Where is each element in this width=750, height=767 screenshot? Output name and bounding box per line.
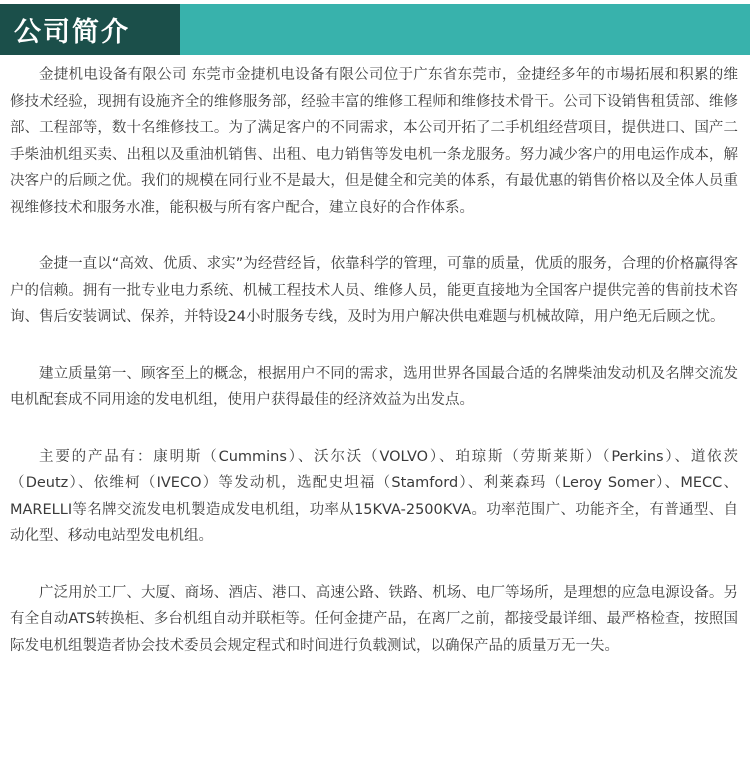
paragraph-intro: 金捷机电设备有限公司 东莞市金捷机电设备有限公司位于广东省东莞市，金捷经多年的市場拓展和积累的维修技术经验，现拥有设施齐全的维修服务部，经验丰富的维修工程师和维修技术骨干。公司下设销售租赁部、维修部、工程部等，数十名维修技工。为了满足客户的不同需求，本公司开拓了二手机组经营项目，提供进口、国产二手柴油机组买卖、出租以及重油机销售、出租、电力销售等发电机一条龙服务。努力减少客户的用电运作成本，解决客户的后顾之优。我们的规模在同行业不是最大，但是健全和完美的体系，有最优惠的销售价格以及全体人员重视维修技术和服务水准，能积极与所有客户配合，建立良好的合作体系。	[10, 67, 738, 216]
paragraph-applications: 广泛用於工厂、大厦、商场、酒店、港口、高速公路、铁路、机场、电厂等场所，是理想的应急电源设备。另有全自动ATS转换柜、多台机组自动并联柜等。任何金捷产品，在离厂之前，都接受最详细、最严格检查，按照国际发电机组製造者协会技术委员会规定程式和时间进行负载测试，以确保产品的质量万无一失。	[10, 584, 738, 654]
paragraph-products: 主要的产品有：康明斯（Cummins）、沃尔沃（VOLVO）、珀琼斯（劳斯莱斯）（Perkins）、道依茨（Deutz）、依维柯（IVECO）等发动机，选配史坦福（Stamford）、利莱森玛（Leroy Somer）、MECC、MARELLI等名牌交流发电机製造成发电机组，功率从15KVA-2500KVA。功率范围广、功能齐全，有普通型、自动化型、移动电站型发电机组。	[10, 448, 738, 544]
profile-content	[10, 62, 738, 689]
paragraph-quality: 建立质量第一、顾客至上的概念，根据用户不同的需求，选用世界各国最合适的名牌柴油发动机及名牌交流发电机配套成不同用途的发电机组，使用户获得最佳的经济效益为出发点。	[10, 365, 738, 408]
section-title-box	[0, 4, 180, 55]
paragraph-philosophy: 金捷一直以“高效、优质、求实”为经营经旨，依靠科学的管理，可靠的质量，优质的服务，合理的价格赢得客户的信赖。拥有一批专业电力系统、机械工程技术人员、维修人员，能更直接地为全国客户提供完善的售前技术咨询、售后安装调试、保养，并特设24小时服务专线，及时为用户解决供电难题与机械故障，用户绝无后顾之忧。	[10, 256, 738, 325]
section-title: 公司简介	[14, 17, 130, 48]
